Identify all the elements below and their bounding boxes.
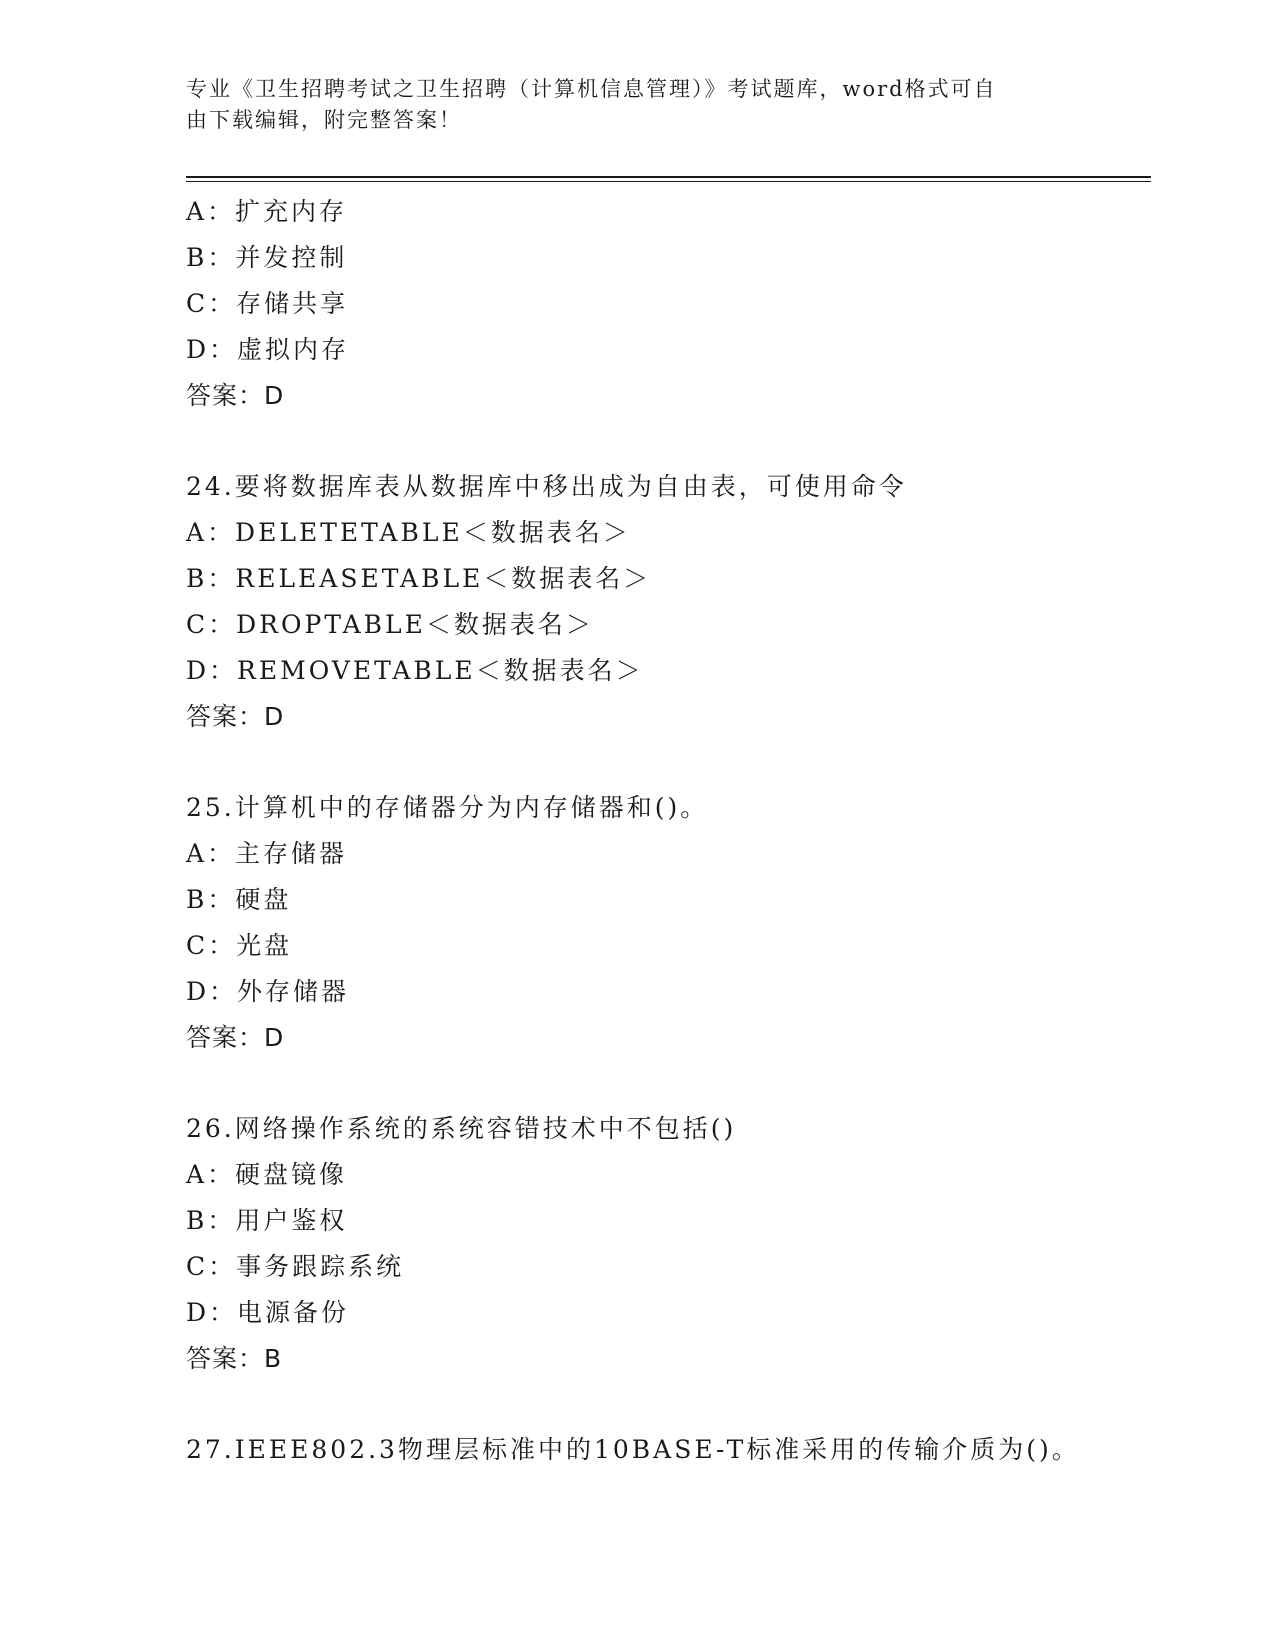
- document-header: [186, 74, 1066, 136]
- option-c: C：存储共享: [186, 289, 349, 318]
- question-stem: 27.IEEE802.3物理层标准中的10BASE-T标准采用的传输介质为()。: [186, 1435, 1080, 1464]
- option-b: B：RELEASETABLE＜数据表名＞: [186, 564, 652, 593]
- question-26: [186, 1106, 1146, 1382]
- question-23-continued: [186, 189, 1146, 419]
- header-line-2: 由下载编辑，附完整答案！: [186, 108, 462, 132]
- option-c: C：事务跟踪系统: [186, 1252, 405, 1281]
- answer-line: 答案：B: [186, 1344, 283, 1373]
- option-d: D：虚拟内存: [186, 335, 350, 364]
- question-list: [186, 189, 1146, 1473]
- header-line-1: 专业《卫生招聘考试之卫生招聘（计算机信息管理）》考试题库，word格式可自: [186, 77, 997, 101]
- option-d: D：外存储器: [186, 977, 350, 1006]
- answer-line: 答案：D: [186, 1023, 285, 1052]
- option-d: D：电源备份: [186, 1298, 350, 1327]
- option-a: A：DELETETABLE＜数据表名＞: [186, 518, 631, 547]
- question-stem: 26.网络操作系统的系统容错技术中不包括(): [186, 1114, 737, 1143]
- option-c: C：光盘: [186, 931, 293, 960]
- spacer: [186, 1061, 1146, 1106]
- option-b: B：并发控制: [186, 243, 348, 272]
- spacer: [186, 1382, 1146, 1427]
- option-b: B：用户鉴权: [186, 1206, 348, 1235]
- question-25: [186, 785, 1146, 1061]
- spacer: [186, 419, 1146, 464]
- header-divider: [186, 176, 1151, 178]
- question-24: [186, 464, 1146, 740]
- option-a: A：主存储器: [186, 839, 348, 868]
- spacer: [186, 740, 1146, 785]
- answer-line: 答案：D: [186, 702, 285, 731]
- question-stem: 24.要将数据库表从数据库中移出成为自由表，可使用命令: [186, 472, 907, 501]
- header-divider-thin: [186, 181, 1151, 182]
- question-stem: 25.计算机中的存储器分为内存储器和()。: [186, 793, 709, 822]
- answer-line: 答案：D: [186, 381, 285, 410]
- option-a: A：硬盘镜像: [186, 1160, 348, 1189]
- option-d: D：REMOVETABLE＜数据表名＞: [186, 656, 644, 685]
- option-a: A：扩充内存: [186, 197, 348, 226]
- question-27: [186, 1427, 1146, 1473]
- option-c: C：DROPTABLE＜数据表名＞: [186, 610, 594, 639]
- option-b: B：硬盘: [186, 885, 292, 914]
